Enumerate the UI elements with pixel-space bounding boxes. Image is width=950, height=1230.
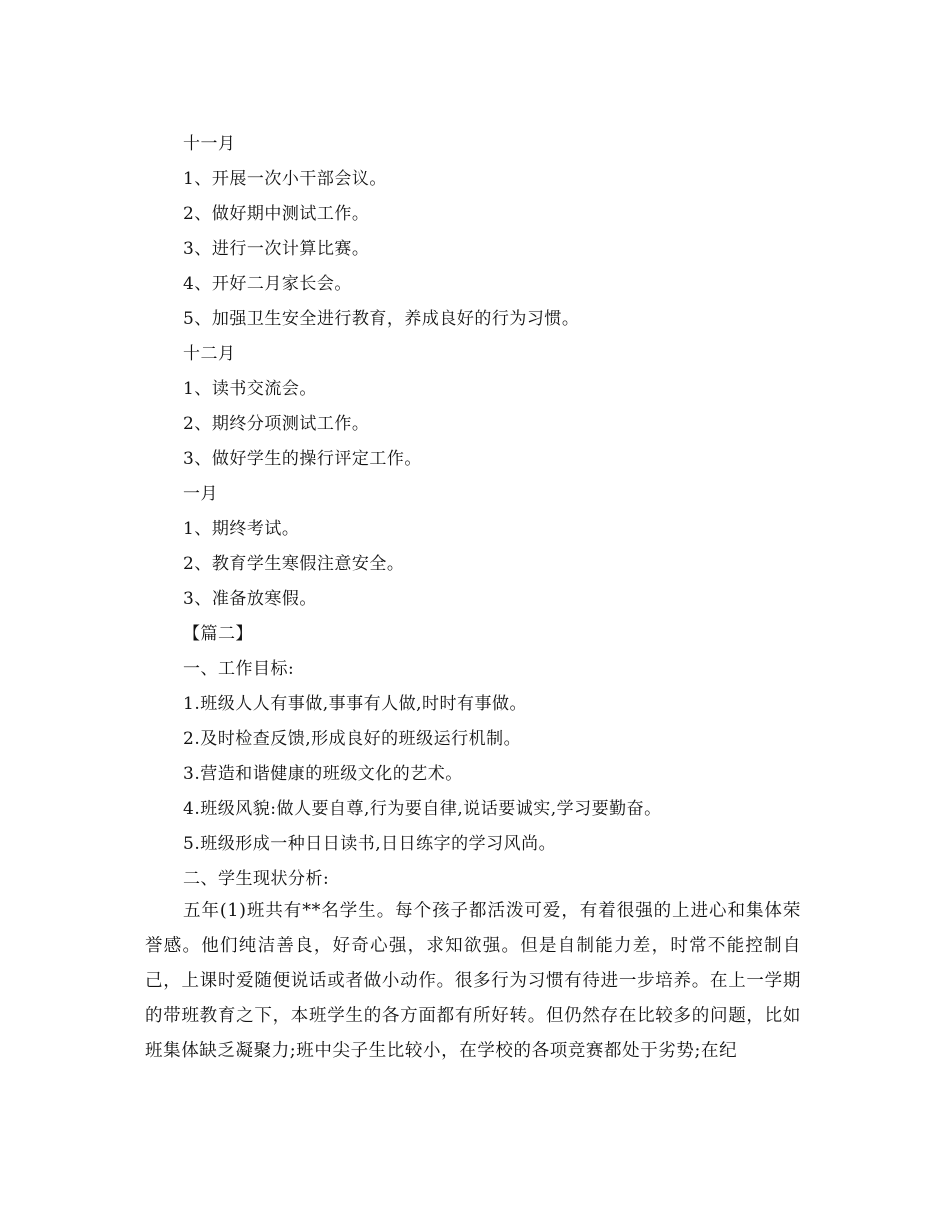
section-heading: 【篇二】 xyxy=(183,624,253,644)
heading-january: 一月 xyxy=(183,484,218,504)
list-item: 2、做好期中测试工作。 xyxy=(183,204,370,224)
list-item: 1.班级人人有事做,事事有人做,时时有事做。 xyxy=(183,694,528,714)
list-item: 1、期终考试。 xyxy=(183,519,300,539)
list-item: 4、开好二月家长会。 xyxy=(183,274,352,294)
list-item: 3、进行一次计算比赛。 xyxy=(183,239,370,259)
list-item: 3、准备放寒假。 xyxy=(183,589,317,609)
list-item: 2.及时检查反馈,形成良好的班级运行机制。 xyxy=(183,729,522,749)
list-item: 1、读书交流会。 xyxy=(183,379,317,399)
list-item: 3、做好学生的操行评定工作。 xyxy=(183,449,422,469)
list-item: 5、加强卫生安全进行教育，养成良好的行为习惯。 xyxy=(183,309,580,329)
heading-november: 十一月 xyxy=(183,134,236,154)
list-item: 5.班级形成一种日日读书,日日练字的学习风尚。 xyxy=(183,834,557,854)
list-item: 1、开展一次小干部会议。 xyxy=(183,169,387,189)
subsection-heading: 二、学生现状分析: xyxy=(183,869,330,889)
list-item: 4.班级风貌:做人要自尊,行为要自律,说话要诚实,学习要勤奋。 xyxy=(183,799,662,819)
body-paragraph: 五年(1)班共有**名学生。每个孩子都活泼可爱，有着很强的上进心和集体荣誉感。他们纯洁善良，好奇心强，求知欲强。但是自制能力差，时常不能控制自己，上课时爱随便说话或者做小动作。很多行为习惯有待进一步培养。在上一学期的带班教育之下，本班学生的各方面都有所好转。但仍然存在比较多的问题，比如班集体缺乏凝聚力;班中尖子生比较小，在学校的各项竞赛都处于劣势;在纪 xyxy=(145,901,801,1061)
list-item: 2、教育学生寒假注意安全。 xyxy=(183,554,405,574)
list-item: 3.营造和谐健康的班级文化的艺术。 xyxy=(183,764,463,784)
heading-december: 十二月 xyxy=(183,344,236,364)
list-item: 2、期终分项测试工作。 xyxy=(183,414,370,434)
subsection-heading: 一、工作目标: xyxy=(183,659,295,679)
